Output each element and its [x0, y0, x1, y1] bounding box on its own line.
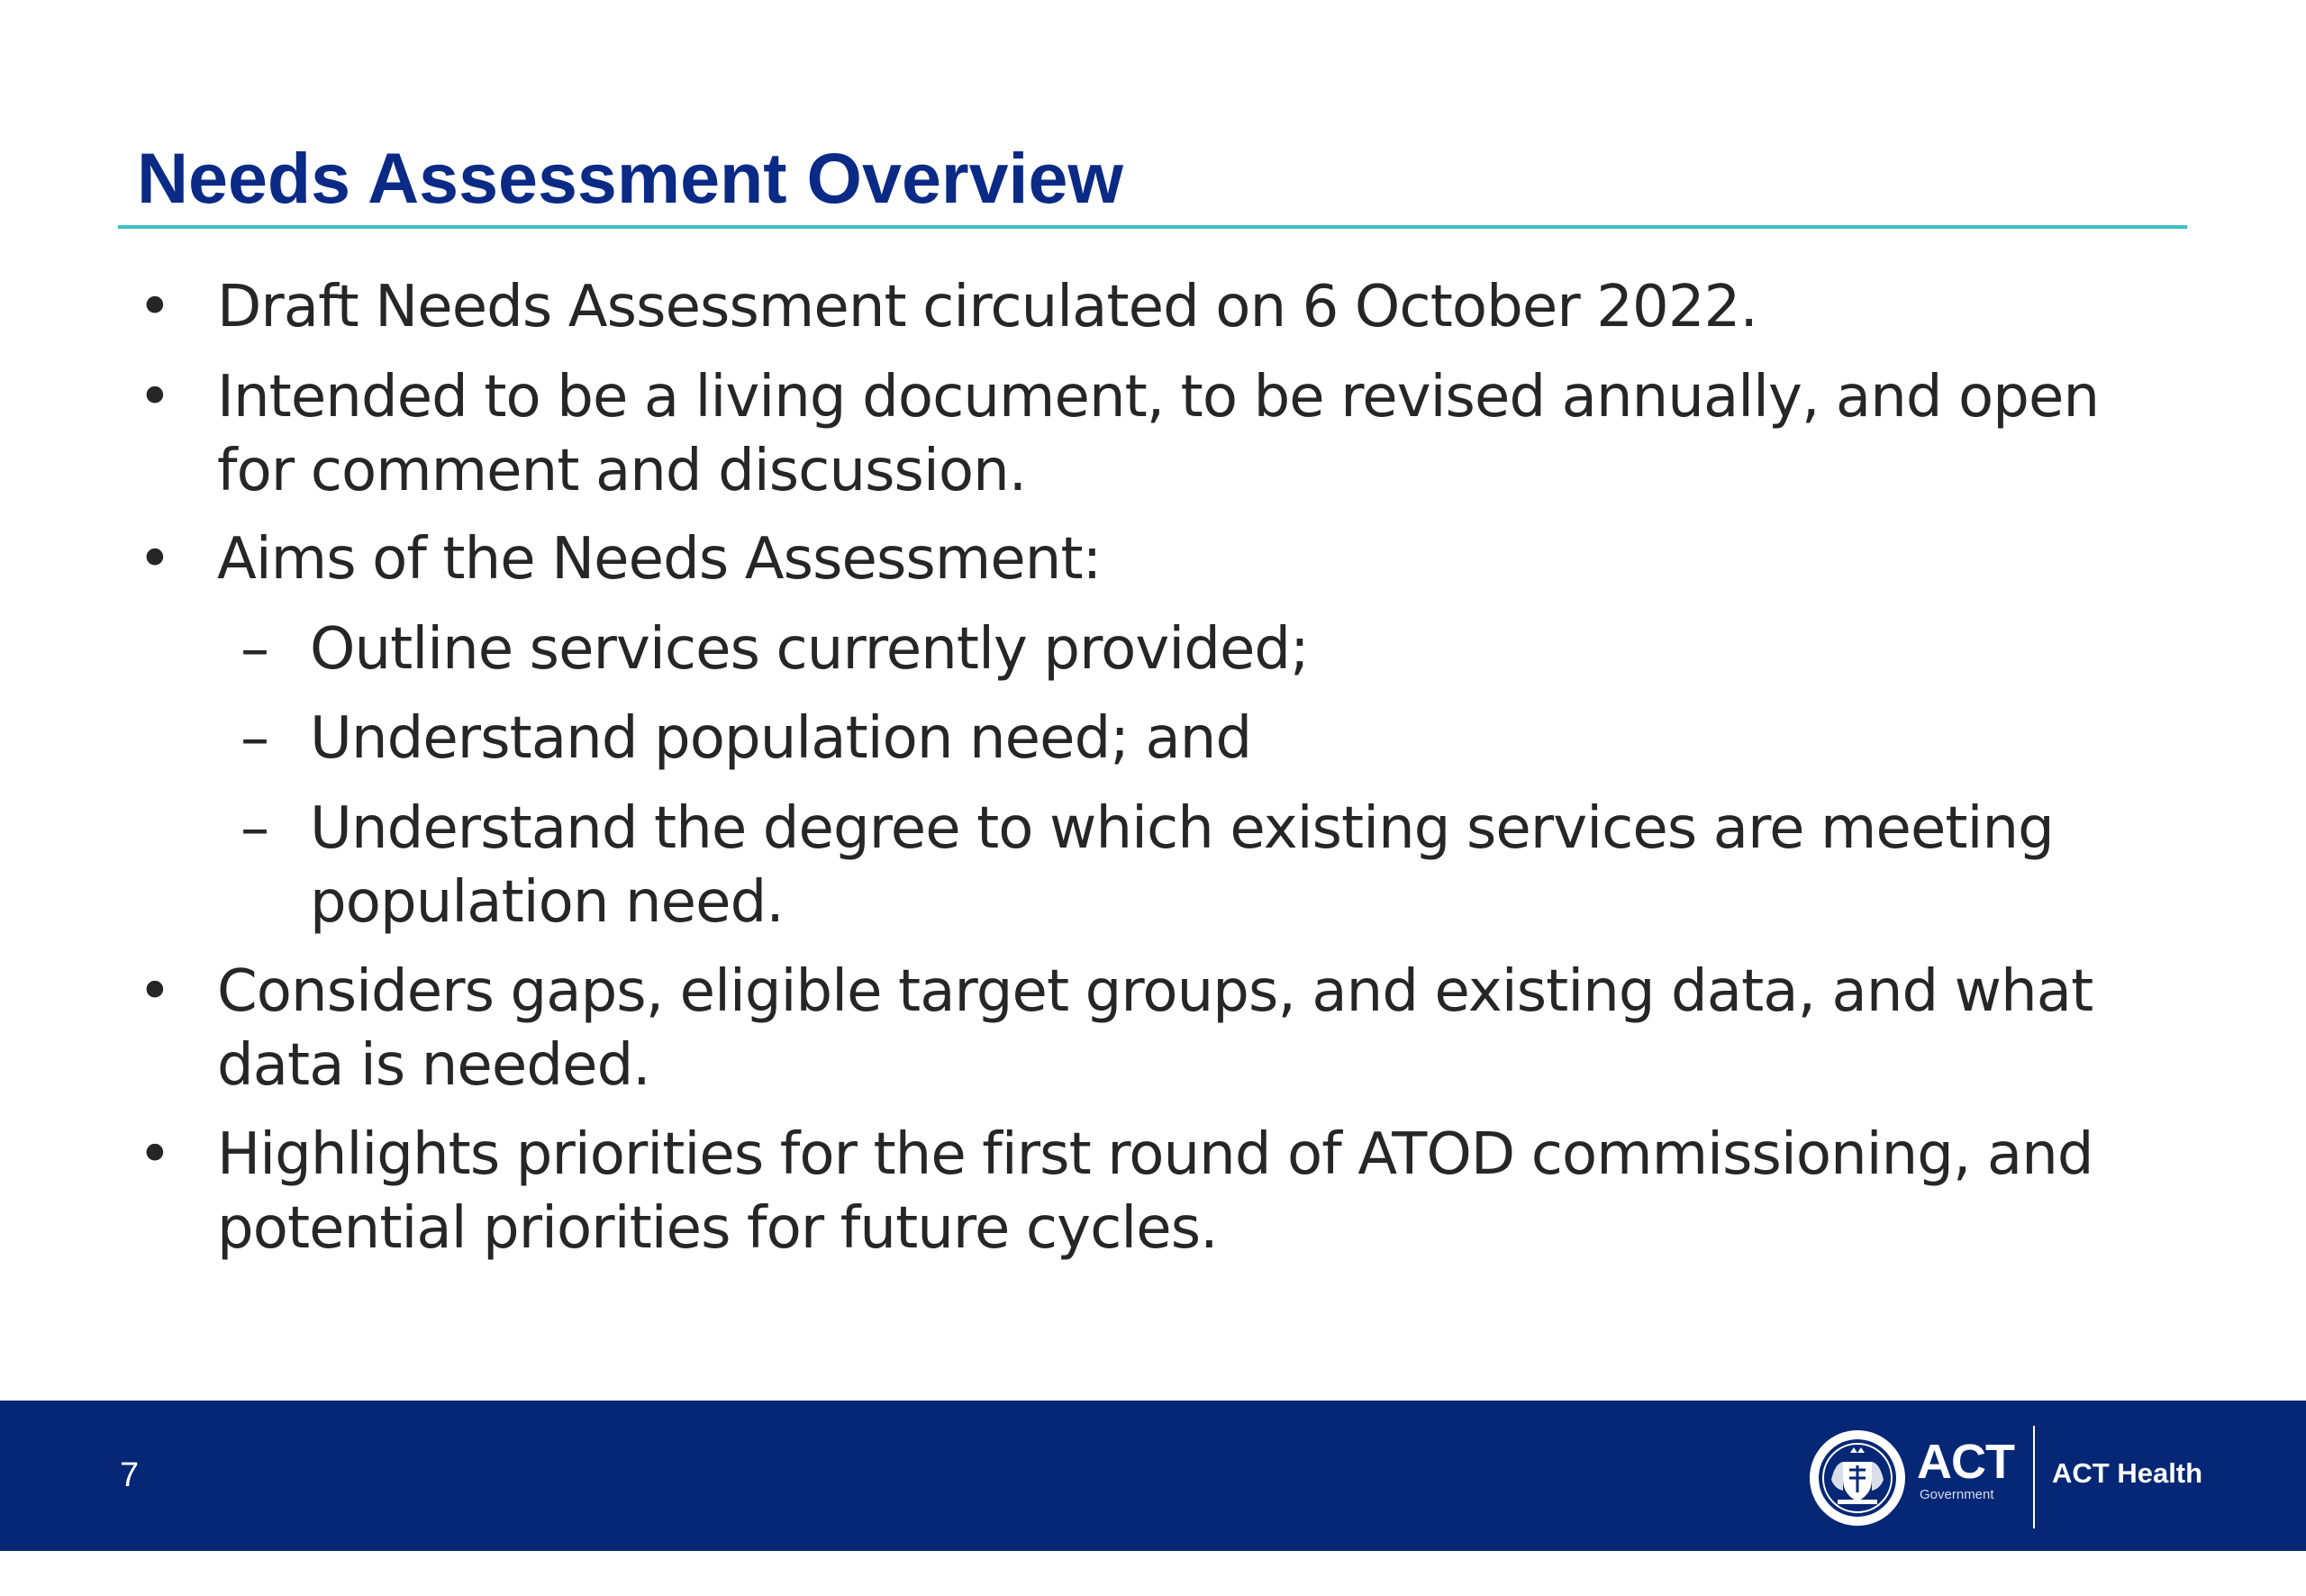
bullet-text: Intended to be a living document, to be revised annually, and open for comment and discussion. — [217, 364, 2100, 504]
sub-bullet-marker: – — [241, 795, 269, 862]
bullet-text: Aims of the Needs Assessment: — [217, 526, 1102, 593]
page-number: 7 — [120, 1456, 140, 1494]
bullet-text: Considers gaps, eligible target groups, and existing data, and what data is needed. — [217, 958, 2093, 1099]
bullet-text: Draft Needs Assessment circulated on 6 October 2022. — [217, 274, 1757, 340]
sub-bullet-marker: – — [241, 616, 269, 683]
bullet-marker: • — [138, 274, 172, 340]
act-health-logo — [1802, 1420, 2216, 1530]
slide-title: Needs Assessment Overview — [137, 138, 1123, 218]
bullet-marker: • — [138, 526, 172, 593]
sub-bullet-text: Understand the degree to which existing services are meeting population need. — [310, 795, 2054, 936]
bullet-text: Highlights priorities for the first round of ATOD commissioning, and potential priorities for future cycles. — [217, 1121, 2093, 1262]
bullet-marker: • — [138, 1121, 172, 1188]
government-wordmark: Government — [1920, 1487, 1994, 1502]
footer-bar — [0, 1401, 2306, 1551]
bullet-marker: • — [138, 364, 172, 431]
title-divider — [118, 225, 2187, 229]
sub-bullet-text: Understand population need; and — [310, 705, 1252, 772]
bullet-marker: • — [138, 958, 172, 1025]
act-health-wordmark: ACT Health — [2052, 1457, 2203, 1489]
logo-divider — [2033, 1426, 2035, 1528]
act-wordmark: ACT — [1917, 1435, 2014, 1489]
sub-bullet-marker: – — [241, 705, 269, 772]
act-government-crest-icon — [1807, 1428, 1908, 1528]
sub-bullet-text: Outline services currently provided; — [310, 616, 1309, 683]
